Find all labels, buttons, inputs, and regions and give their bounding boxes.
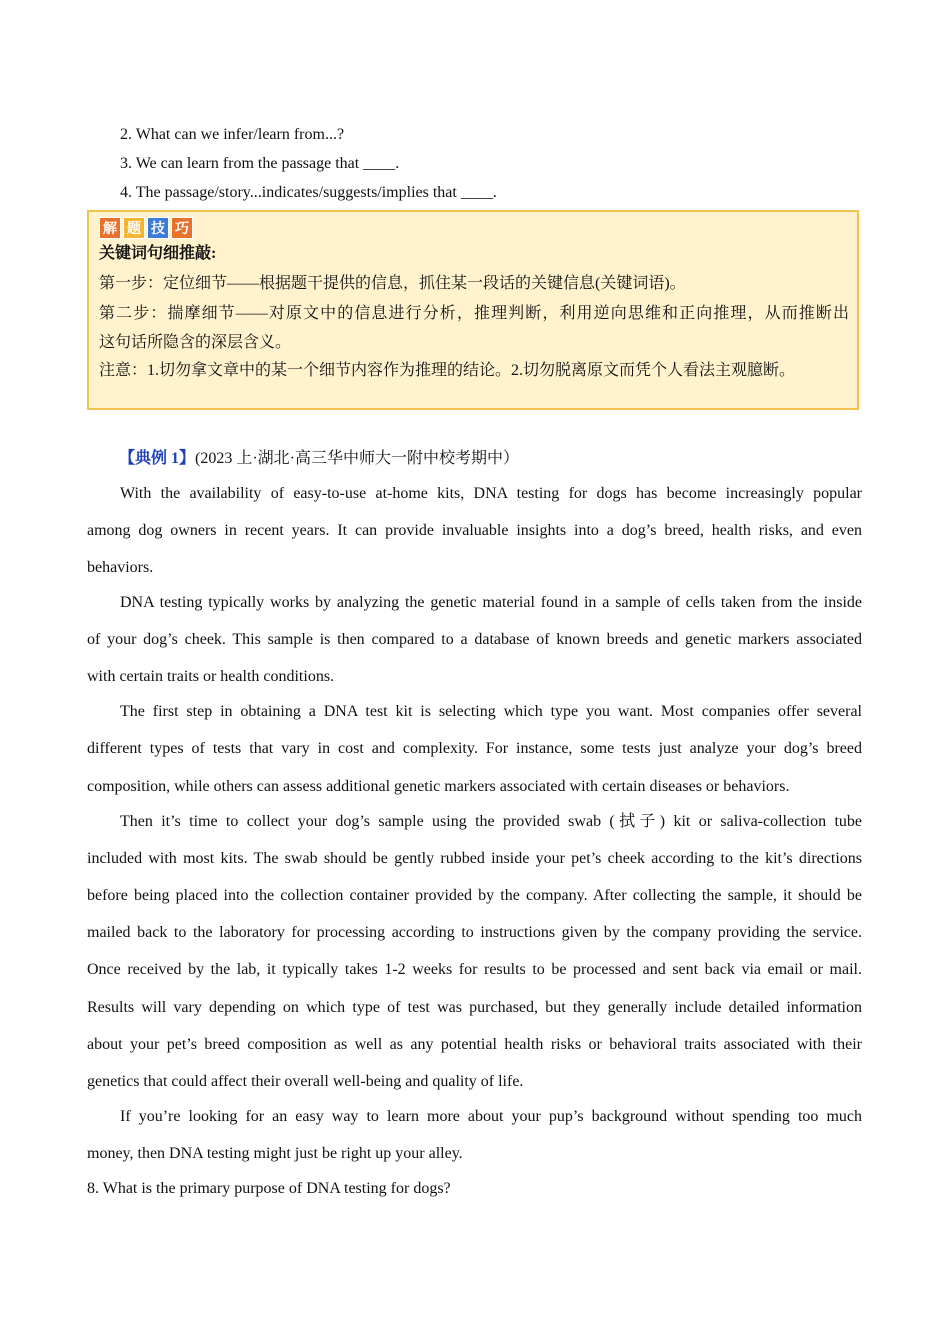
example-label: 【典例 1】 bbox=[119, 450, 196, 467]
passage-line: mailed back to the laboratory for processing according to instructions given by the company providing the service. bbox=[87, 924, 862, 941]
passage-line: DNA testing typically works by analyzing the genetic material found in a sample of cells taken from the inside bbox=[120, 594, 862, 611]
tips-heading: 关键词句细推敲: bbox=[99, 245, 217, 262]
passage-line: If you’re looking for an easy way to learn more about your pup’s background without spending too much bbox=[120, 1108, 862, 1125]
passage-line: Once received by the lab, it typically takes 1-2 weeks for results to be processed and sent back via email or mail. bbox=[87, 961, 862, 978]
passage-line: about your pet’s breed composition as well as any potential health risks or behavioral traits associated with their bbox=[87, 1036, 862, 1053]
badge-ji: 技 bbox=[147, 217, 169, 239]
badge-ti: 题 bbox=[123, 217, 145, 239]
list-item: 3. We can learn from the passage that ____. bbox=[120, 155, 400, 172]
tips-box bbox=[87, 210, 859, 410]
tips-line: 第一步：定位细节——根据题干提供的信息，抓住某一段话的关键信息(关键词语)。 bbox=[99, 275, 686, 292]
passage-line: before being placed into the collection container provided by the company. After collecting the sample, it should be bbox=[87, 887, 862, 904]
question: 8. What is the primary purpose of DNA testing for dogs? bbox=[87, 1180, 451, 1197]
tips-line: 第二步：揣摩细节——对原文中的信息进行分析，推理判断，利用逆向思维和正向推理，从而推断出 bbox=[99, 305, 849, 322]
passage-line: different types of tests that vary in cost and complexity. For instance, some tests just analyze your dog’s breed bbox=[87, 740, 862, 757]
list-item: 2. What can we infer/learn from...? bbox=[120, 126, 345, 143]
badge-jie: 解 bbox=[99, 217, 121, 239]
passage-line: Results will vary depending on which type of test was purchased, but they generally include detailed information bbox=[87, 999, 862, 1016]
tips-line: 注意：1.切勿拿文章中的某一个细节内容作为推理的结论。2.切勿脱离原文而凭个人看法主观臆断。 bbox=[99, 362, 796, 379]
list-item: 4. The passage/story...indicates/suggests/implies that ____. bbox=[120, 184, 497, 201]
passage-line: behaviors. bbox=[87, 559, 154, 576]
passage-line: with certain traits or health conditions. bbox=[87, 668, 335, 685]
passage-line: composition, while others can assess additional genetic markers associated with certain diseases or behaviors. bbox=[87, 778, 790, 795]
example-header bbox=[119, 449, 519, 469]
tips-badges bbox=[99, 217, 193, 239]
passage-line: The first step in obtaining a DNA test kit is selecting which type you want. Most companies offer several bbox=[120, 703, 862, 720]
passage-line: money, then DNA testing might just be right up your alley. bbox=[87, 1145, 463, 1162]
passage-line: Then it’s time to collect your dog’s sample using the provided swab (拭子) kit or saliva-collection tube bbox=[120, 813, 862, 830]
passage-line: included with most kits. The swab should be gently rubbed inside your pet’s cheek according to the kit’s directions bbox=[87, 850, 862, 867]
example-source: (2023 上·湖北·高三华中师大一附中校考期中） bbox=[195, 450, 520, 467]
tips-line: 这句话所隐含的深层含义。 bbox=[99, 334, 292, 351]
passage-line: genetics that could affect their overall well-being and quality of life. bbox=[87, 1073, 524, 1090]
passage-line: among dog owners in recent years. It can provide invaluable insights into a dog’s breed, health risks, and even bbox=[87, 522, 862, 539]
passage-line: With the availability of easy-to-use at-home kits, DNA testing for dogs has become increasingly popular bbox=[120, 485, 862, 502]
passage-line: of your dog’s cheek. This sample is then compared to a database of known breeds and genetic markers associated bbox=[87, 631, 862, 648]
badge-qiao: 巧 bbox=[171, 217, 193, 239]
